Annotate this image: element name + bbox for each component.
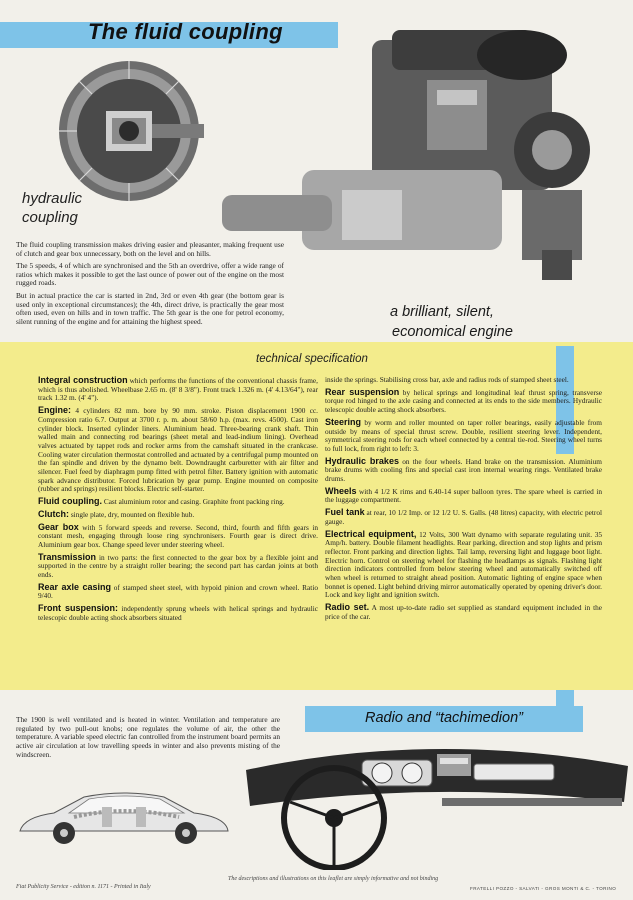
edition-note: Fiat Publicity Service - edition n. 1171 - Printed in Italy bbox=[16, 884, 151, 890]
dashboard-illustration bbox=[242, 736, 630, 870]
spec-entry bbox=[325, 530, 602, 601]
spec-heading: Rear axle casing bbox=[38, 581, 111, 592]
spec-heading: Fuel tank bbox=[325, 507, 365, 518]
spec-entry bbox=[38, 406, 318, 494]
spec-entry bbox=[38, 583, 318, 601]
spec-heading: Radio set. bbox=[325, 602, 370, 613]
spec-text: on the four wheels. Hand brake on the transmission. Aluminium brake drums with cooling fins and special cast iron internal wearing rings. Ventilated brake drums. bbox=[325, 456, 602, 484]
radio-title: Radio and “tachimedion” bbox=[365, 710, 523, 726]
spec-text: 4 cylinders 82 mm. bore by 90 mm. stroke. Piston displacement 1900 cc. Compression ratio 6.7. Output at 3700 r. p. m. about 58/60 h.p. (max. revs. 4500). Cast iron cylinder block. Inserted cylinder liners. Aluminium head. Three-bearing crank shaft. Thin walled main and connecting rod bearings (sheet metal and lead-indium lining). Overhead valves actuated by tappet rods and rocker arms from the camshaft situated in the crankcase. Cooling water circulation thermostat controlled and actuated by a centrifugal pump mounted on the fan spindle and driven by the dynamo belt. Downdraught carburetter with air filter and silencer. Fuel feed by diaphragm pump fitted with petrol filter. Battery ignition with automatic spark advance distributor. Forced lubrication by gear pump. Engine mounted on composite (rubber and springs) resilient blocks. Electric self-starter. bbox=[38, 406, 318, 494]
spec-entry bbox=[325, 418, 602, 454]
spec-entry bbox=[325, 487, 602, 505]
spec-heading: Wheels bbox=[325, 485, 357, 496]
coupling-label-line1: hydraulic bbox=[22, 190, 83, 207]
spec-entry bbox=[38, 497, 318, 507]
spec-heading: Transmission bbox=[38, 551, 97, 562]
spec-title: technical specification bbox=[256, 353, 368, 365]
engine-caption-line1: a brilliant, silent, bbox=[390, 304, 494, 320]
spec-entry bbox=[38, 604, 318, 622]
spec-entry bbox=[38, 523, 318, 550]
intro-text bbox=[16, 241, 284, 330]
car-ventilation-illustration bbox=[14, 787, 234, 847]
fluid-coupling-illustration bbox=[54, 56, 204, 206]
disclaimer: The descriptions and illustrations on this leaflet are simply informative and not binding bbox=[228, 876, 439, 882]
coupling-label bbox=[22, 189, 82, 227]
page-title: The fluid coupling bbox=[88, 19, 283, 44]
spec-text: of stamped sheet steel, with hypoid pinion and crown wheel. Ratio 9/40. bbox=[38, 582, 318, 601]
spec-heading: Fluid coupling. bbox=[38, 496, 102, 507]
spec-heading: Electrical equipment, bbox=[325, 528, 417, 539]
intro-paragraph: The fluid coupling transmission makes driving easier and pleasanter, making frequent use of clutch and gear box unnecessary, both on the level and on hills. bbox=[16, 240, 284, 258]
spec-heading: Front suspension: bbox=[38, 603, 119, 614]
spec-text: 12 Volts, 300 Watt dynamo with separate regulating unit. 35 Amp/h. battery. Double filament headlights. Rear parking, direction and stop lights and prism reflector. Front parking and direction lights. Tail lamp, reversing light and luggage boot light. Electric horn. Control on steering wheel for flashing the headlamps as signals. Flashing light direction indicators controlled from below steering wheel and automatically switched off when wheel is returned to straight ahead position. Automatic lighting of engine space when bonnet is opened. Light behind driving mirror automatically operated by opening driver's door. Lock and key light and ignition switch. bbox=[325, 529, 603, 600]
spec-continuation: inside the springs. Stabilising cross bar, axle and radius rods of stamped sheet steel. bbox=[325, 375, 569, 384]
spec-text: single plate, dry, mounted on flexible hub. bbox=[69, 509, 195, 519]
engine-caption bbox=[390, 302, 513, 342]
spec-heading: Integral construction bbox=[38, 375, 128, 385]
spec-text: independently sprung wheels with helical springs and hydraulic telescopic double acting shock absorbers situated bbox=[38, 604, 319, 622]
printer-credit: FRATELLI POZZO - SALVATI - GROS MONTI & C. - TORINO bbox=[470, 886, 617, 891]
intro-paragraph: The 5 speeds, 4 of which are synchronised and the 5th an overdrive, offer a wide range of ratios which makes it possible to get the last ounce of power out of the engine on the most rugged roads. bbox=[16, 261, 284, 288]
spec-entry bbox=[325, 603, 602, 621]
spec-heading: Hydraulic brakes bbox=[325, 455, 399, 466]
spec-entry bbox=[38, 553, 318, 580]
spec-text: by helical springs and longitudinal leaf thrust spring, transverse torque rod hinged to the axle casing and connected at its ends to the side members. Hydraulic telescopic double acting shock absorbers. bbox=[325, 387, 602, 415]
intro-paragraph: But in actual practice the car is started in 2nd, 3rd or even 4th gear (the bottom gear is used only in exceptional circumstances); the 4th, direct drive, is practically the gear most often used, even on hills and in town traffic. The 5th gear is the one for petrol economy, silent running of the engine and for attaining the highest speed. bbox=[16, 290, 284, 326]
spec-text: Cast aluminium rotor and casing. Graphite front packing ring. bbox=[102, 497, 285, 507]
spec-text: with 5 forward speeds and reverse. Second, third, fourth and fifth gears in constant mesh, engaging through loose ring synchronisers. Fourth gear is direct drive. Aluminium gear box. Change speed lever under steering wheel. bbox=[38, 522, 318, 549]
spec-heading: Clutch: bbox=[38, 508, 69, 519]
spec-heading: Gear box bbox=[38, 521, 79, 532]
ventilation-text: The 1900 is well ventilated and is heated in winter. Ventilation and temperature are regulated by two pull-out knobs; one regulates the volume of air, the other the temperature. A variable speed electric fan controlled from the instrument board permits an active air circulation at low travelling speeds in winter and also prevents misting of the windscreen. bbox=[16, 715, 280, 759]
spec-text: at rear, 10 1/2 Imp. or 12 1/2 U. S. Galls. (48 litres) capacity, with electric petrol gauge. bbox=[325, 508, 602, 526]
spec-text: which performs the functions of the conventional chassis frame, which is thus abolished. Wheelbase 2.65 m. (8' 8 3/8"). Front track 1.326 m. (4' 4.13/64"), rear track 1.32 m. (4' 4"). bbox=[38, 376, 318, 403]
spec-heading: Engine: bbox=[38, 405, 71, 416]
engine-caption-line2: economical engine bbox=[392, 324, 513, 340]
spec-text: by worm and roller mounted on taper roller bearings, easily adjustable from outside by means of special thrust screw. Double, resilient steering lever. Independent, symmetrical steering rods for each wheel connected by a central tie-rod. Steering wheel turns to full lock, from right to left: 3. bbox=[325, 417, 602, 453]
spec-entry bbox=[325, 457, 602, 484]
spec-heading: Rear suspension bbox=[325, 386, 400, 397]
spec-text: in two parts: the first connected to the gear box by a flexible joint and supported in the centre by a straight roller bearing; the second part has cardan joints at both ends. bbox=[38, 552, 318, 580]
spec-column-left bbox=[38, 376, 318, 626]
spec-entry bbox=[325, 508, 602, 526]
spec-entry bbox=[38, 510, 318, 520]
spec-text: with 4 1/2 K rims and 6.40-14 super balloon tyres. The spare wheel is carried in the luggage compartment. bbox=[325, 486, 602, 505]
spec-entry bbox=[325, 388, 602, 415]
coupling-label-line2: coupling bbox=[22, 209, 78, 226]
spec-entry bbox=[38, 376, 318, 403]
spec-text: A most up-to-date radio set supplied as standard equipment included in the price of the car. bbox=[325, 603, 602, 621]
spec-column-right bbox=[325, 376, 602, 625]
spec-heading: Steering bbox=[325, 416, 362, 427]
